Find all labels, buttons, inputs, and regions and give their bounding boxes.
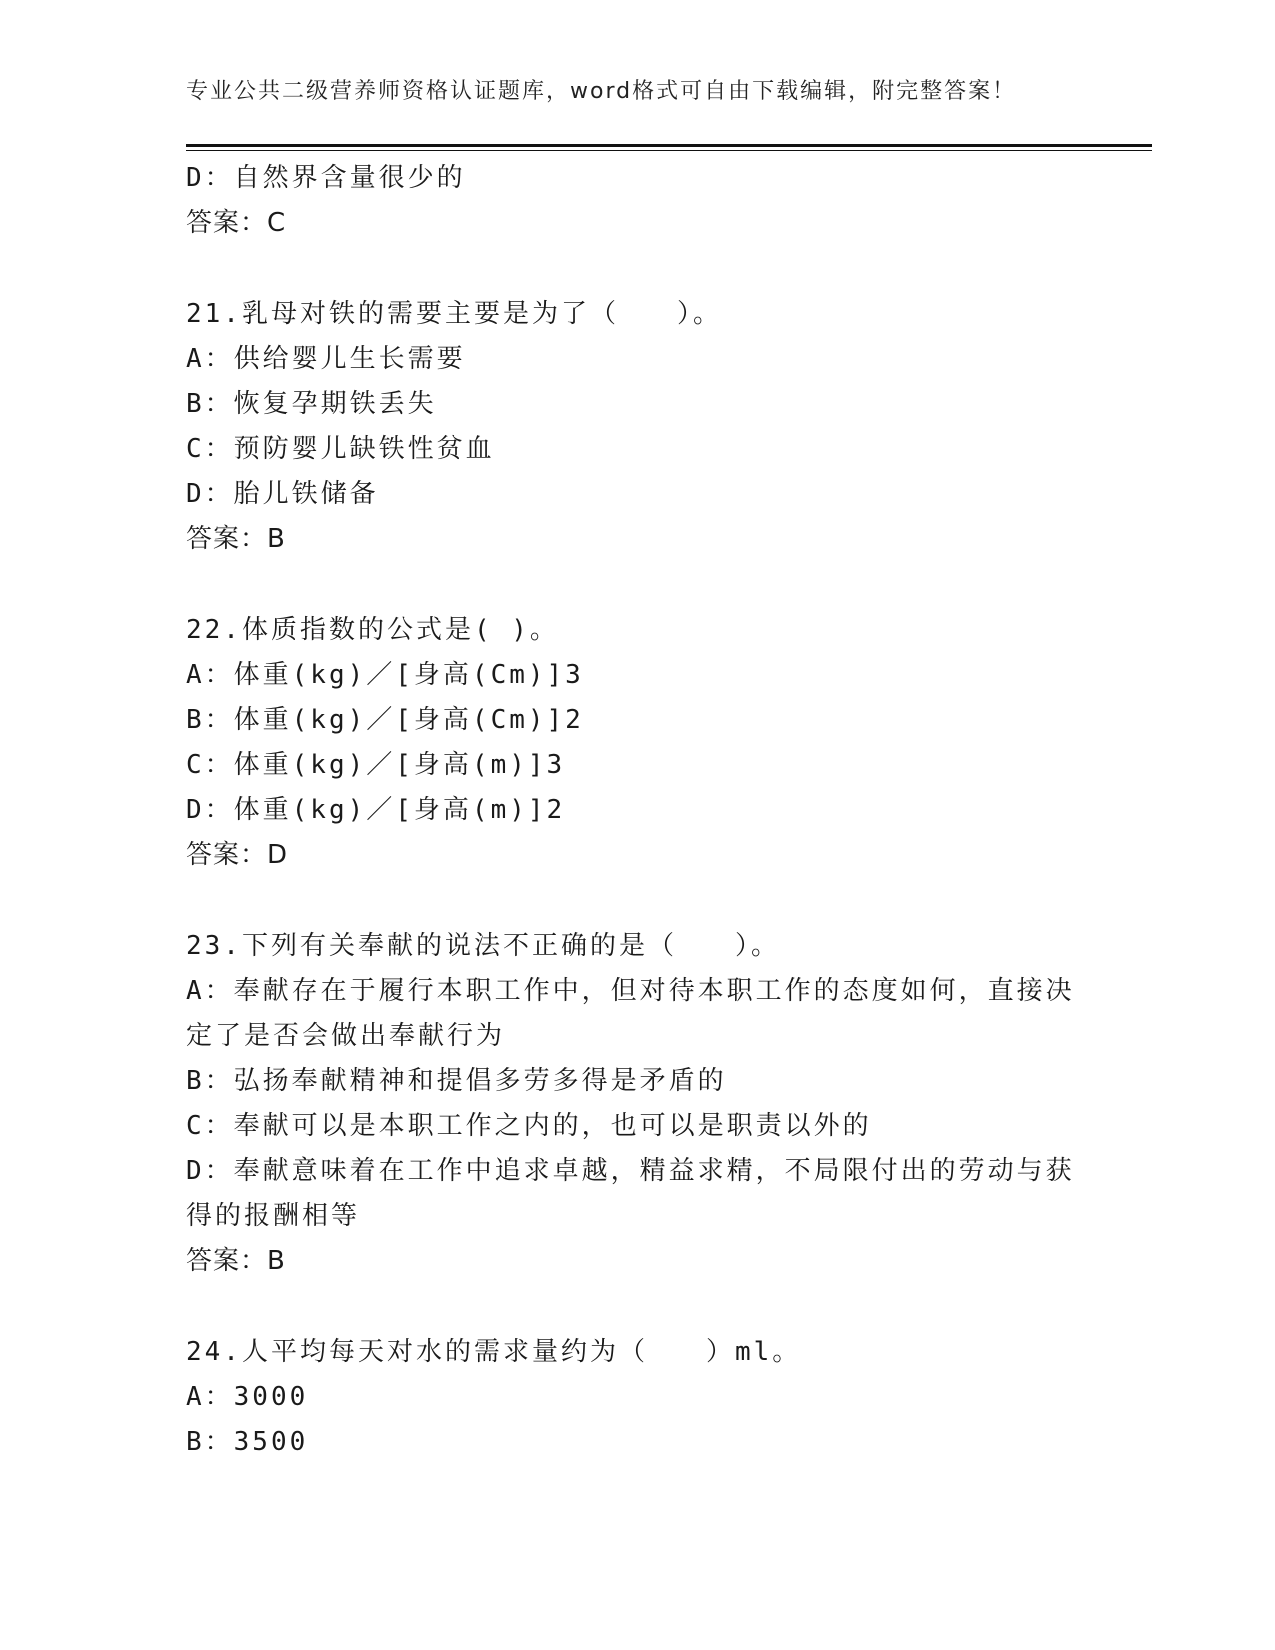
option-d: D：自然界含量很少的 — [186, 163, 466, 193]
option-b: B：弘扬奉献精神和提倡多劳多得是矛盾的 — [186, 1066, 727, 1096]
header-rule-thin — [186, 150, 1152, 151]
question-block — [186, 292, 1086, 562]
option-a: A：体重(kg)／[身高(Cm)]3 — [186, 660, 584, 690]
option-b: B：3500 — [186, 1427, 309, 1457]
document-body — [186, 156, 1086, 1465]
question-text: 24.人平均每天对水的需求量约为（ ）ml。 — [186, 1337, 802, 1367]
header-rule-thick — [186, 144, 1152, 147]
answer: 答案：C — [186, 208, 287, 238]
option-c: C：体重(kg)／[身高(m)]3 — [186, 750, 566, 780]
question-text: 21.乳母对铁的需要主要是为了（ ）。 — [186, 299, 722, 329]
option-c: C：预防婴儿缺铁性贫血 — [186, 434, 495, 464]
question-text: 22.体质指数的公式是( )。 — [186, 615, 559, 645]
option-d: D：体重(kg)／[身高(m)]2 — [186, 795, 566, 825]
question-block — [186, 1330, 1086, 1465]
option-a: A：3000 — [186, 1382, 309, 1412]
option-d: D：胎儿铁储备 — [186, 479, 379, 509]
page-header: 专业公共二级营养师资格认证题库，word格式可自由下载编辑，附完整答案！ — [186, 79, 1017, 104]
option-d: D：奉献意味着在工作中追求卓越，精益求精，不局限付出的劳动与获得的报酬相等 — [186, 1156, 1075, 1231]
question-text: 23.下列有关奉献的说法不正确的是（ ）。 — [186, 931, 780, 961]
question-block — [186, 608, 1086, 878]
answer: 答案：D — [186, 840, 289, 870]
answer: 答案：B — [186, 1246, 286, 1276]
option-a: A：供给婴儿生长需要 — [186, 344, 466, 374]
option-b: B：恢复孕期铁丢失 — [186, 389, 437, 419]
question-block — [186, 924, 1086, 1284]
option-b: B：体重(kg)／[身高(Cm)]2 — [186, 705, 584, 735]
option-a: A：奉献存在于履行本职工作中，但对待本职工作的态度如何，直接决定了是否会做出奉献行为 — [186, 976, 1075, 1051]
option-c: C：奉献可以是本职工作之内的，也可以是职责以外的 — [186, 1111, 872, 1141]
answer: 答案：B — [186, 524, 286, 554]
